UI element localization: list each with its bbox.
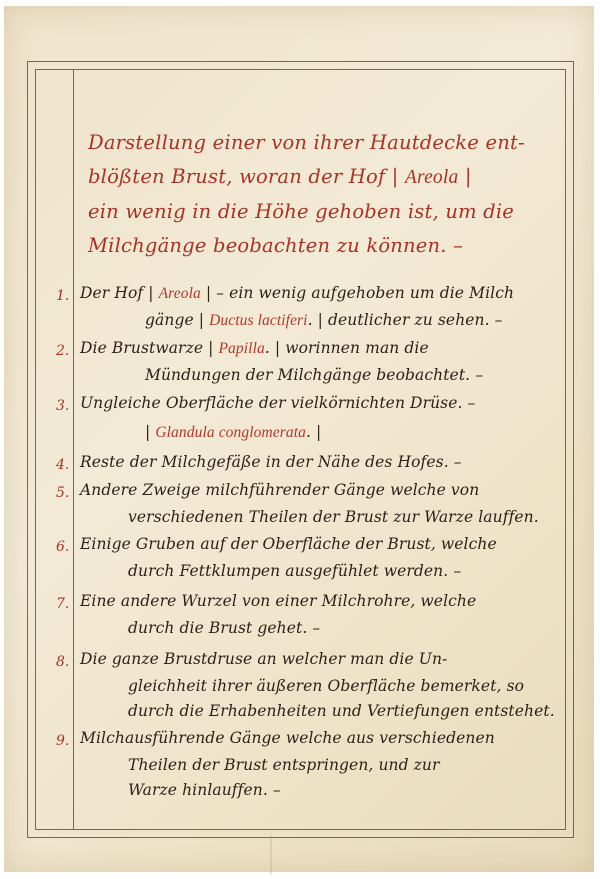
item-number: 3. [56, 398, 70, 414]
item-line: durch Fettklumpen ausgefühlet werden. – [128, 562, 462, 580]
item-line: Die ganze Brustdruse an welcher man die Un- [80, 650, 448, 668]
title-line: Milchgänge beobachten zu können. – [88, 234, 464, 257]
item-line: Der Hof | Areola | – ein wenig aufgehoben um die Milch [80, 284, 515, 302]
item-line: durch die Brust gehet. – [128, 619, 321, 637]
item-number: 8. [56, 654, 70, 670]
item-number: 5. [56, 485, 70, 501]
item-number: 6. [56, 539, 70, 555]
latin-term: Glandula conglomerata [155, 424, 306, 441]
latin-term: Areola [404, 167, 459, 188]
item-line: Einige Gruben auf der Oberfläche der Brust, welche [80, 535, 497, 553]
item-line: verschiedenen Theilen der Brust zur Warze lauffen. [128, 508, 539, 526]
item-line: gleichheit ihrer äußeren Oberfläche bemerket, so [128, 677, 525, 695]
item-number: 1. [56, 288, 70, 304]
latin-term: Ductus lactiferi [209, 312, 308, 329]
item-number: 2. [56, 343, 70, 359]
title-line: ein wenig in die Höhe gehoben ist, um die [88, 200, 515, 223]
latin-term: Areola [158, 285, 201, 302]
item-line: gänge | Ductus lactiferi. | deutlicher zu sehen. – [145, 311, 503, 329]
item-number: 4. [56, 457, 70, 473]
title-line: Darstellung einer von ihrer Hautdecke ent- [88, 131, 525, 154]
item-line: durch die Erhabenheiten und Vertiefungen entstehet. [128, 702, 555, 720]
item-line: Andere Zweige milchführender Gänge welche von [80, 481, 480, 499]
item-line: Mündungen der Milchgänge beobachtet. – [145, 366, 484, 384]
title-line: blößten Brust, woran der Hof | Areola | [88, 165, 472, 188]
item-line: Ungleiche Oberfläche der vielkörnichten Drüse. – [80, 394, 476, 412]
item-number: 9. [56, 733, 70, 749]
item-line: Eine andere Wurzel von einer Milchrohre, welche [80, 592, 477, 610]
item-line: Die Brustwarze | Papilla. | worinnen man die [80, 339, 429, 357]
item-line: | Glandula conglomerata. | [145, 423, 322, 441]
item-line: Theilen der Brust entspringen, und zur [128, 756, 440, 774]
latin-term: Papilla [218, 340, 265, 357]
item-line: Milchausführende Gänge welche aus verschiedenen [80, 729, 495, 747]
item-number: 7. [56, 596, 70, 612]
item-line: Warze hinlauffen. – [128, 781, 281, 799]
item-line: Reste der Milchgefäße in der Nähe des Hofes. – [80, 453, 462, 471]
